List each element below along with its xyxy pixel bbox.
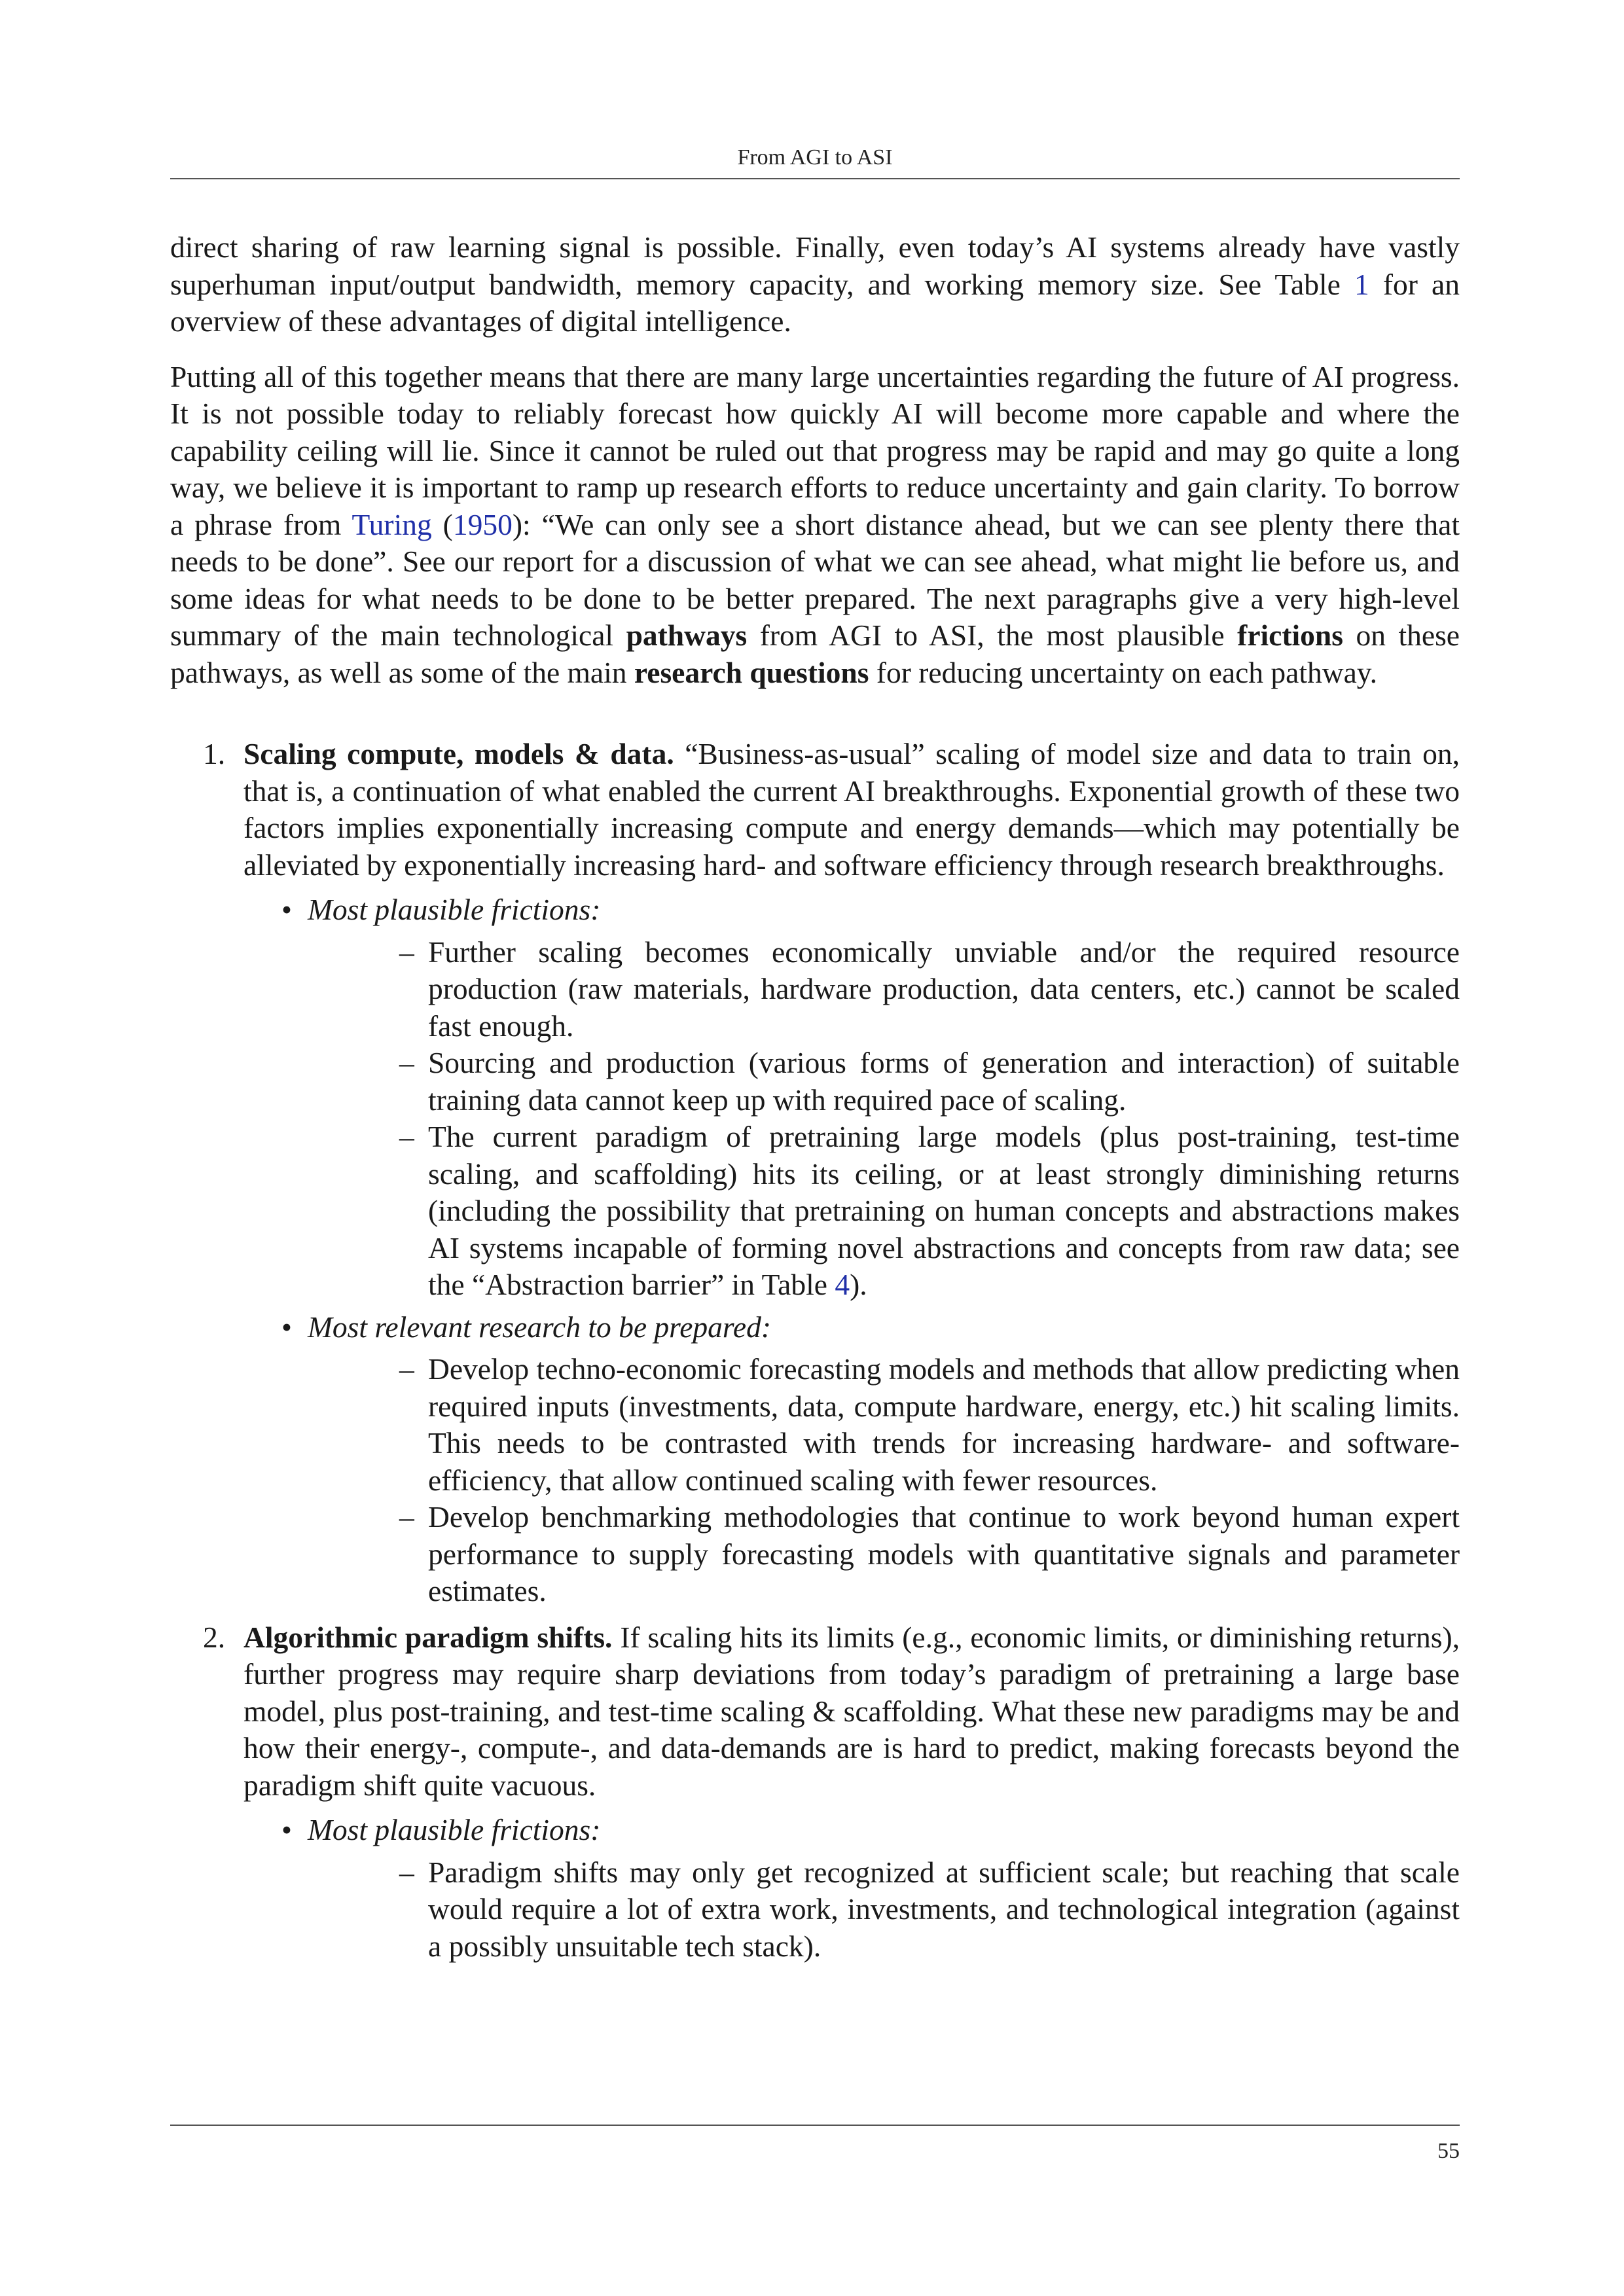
- paragraph-2-text-e: for reducing uncertainty on each pathway.: [869, 655, 1377, 689]
- paragraph-2-text-d: on these pathways, as well as some of the main: [170, 619, 1460, 689]
- citation-author-link[interactable]: Turing: [352, 507, 432, 541]
- item-text: If scaling hits its limits (e.g., economic limits, or diminishing returns), further progress may require sharp deviations from today’s paradigm of pretraining a large base model, plus post-training, and test-time scaling & scaffolding. What these new paradigms may be and how their energy-, compute-, and data-demands are is hard to predict, making forecasts beyond the paradigm shift quite vacuous.: [244, 1620, 1460, 1802]
- dash-icon: –: [399, 1120, 414, 1153]
- bullet-icon: •: [281, 1310, 292, 1344]
- frictions-list: [308, 934, 1460, 1304]
- bold-frictions: frictions: [1237, 619, 1343, 652]
- list-item: [170, 1619, 1460, 1965]
- paragraph-1-text: direct sharing of raw learning signal is possible. Finally, even today’s AI systems already have vastly superhuman input/output bandwidth, memory capacity, and working memory size. See Table: [170, 230, 1460, 301]
- dash-icon: –: [399, 1500, 414, 1534]
- paragraph-1: [170, 229, 1460, 340]
- paragraph-2-text-b: ): “We can only see a short distance ahead, but we can see plenty there that needs to be done”. See our report for a discussion of what we can see ahead, what might lie before us, and some ideas for what needs to be done to be better prepared. The next paragraphs give a very high-level summary of the main technological: [170, 507, 1460, 652]
- dash-icon: –: [399, 1855, 414, 1889]
- item-title: Algorithmic paradigm shifts.: [244, 1620, 613, 1654]
- bold-pathways: pathways: [626, 619, 748, 652]
- bold-research-questions: research questions: [634, 655, 869, 689]
- sublist: [244, 1812, 1460, 1965]
- research-list: [308, 1351, 1460, 1610]
- list-item: – Sourcing and production (various forms of generation and interaction) of suitable training data cannot keep up with required pace of scaling.: [399, 1046, 1460, 1117]
- bullet-icon: •: [281, 893, 292, 926]
- page-number: 55: [1437, 2139, 1460, 2163]
- list-item: – Paradigm shifts may only get recognized at sufficient scale; but reaching that scale would require a lot of extra work, investments, and technological integration (against a possibly unsuitable tech stack).: [399, 1855, 1460, 1963]
- pathway-list: [170, 736, 1460, 1965]
- item-number: 1.: [203, 737, 226, 770]
- list-item: – Develop techno-economic forecasting models and methods that allow predicting when required inputs (investments, data, compute hardware, energy, etc.) hit scaling limits. This needs to be contrasted with trends for increasing hardware- and software-efficiency, that allow continued scaling with fewer resources.: [399, 1352, 1460, 1497]
- frictions-block: [170, 891, 1460, 1304]
- list-item: – The current paradigm of pretraining large models (plus post-training, test-time scaling, and scaffolding) hits its ceiling, or at least strongly diminishing returns (including the possibility that pretraining on human concepts and abstractions makes AI systems incapable of forming novel abstractions and concepts from raw data; see the “Abstraction barrier” in Table 4).: [399, 1120, 1460, 1301]
- frictions-block: [170, 1812, 1460, 1965]
- header-rule: [170, 178, 1460, 179]
- research-block: [170, 1309, 1460, 1610]
- paragraph-2-text-c: from AGI to ASI, the most plausible: [747, 619, 1238, 652]
- table-ref-link[interactable]: 1: [1354, 267, 1369, 301]
- dash-icon: –: [399, 1046, 414, 1079]
- sublist: [244, 891, 1460, 1610]
- citation-year-link[interactable]: 1950: [452, 507, 513, 541]
- list-item: – Develop benchmarking methodologies that continue to work beyond human expert performance to supply forecasting models with quantitative signals and parameter estimates.: [399, 1500, 1460, 1607]
- item-title: Scaling compute, models & data.: [244, 737, 674, 770]
- item-text: “Business-as-usual” scaling of model size and data to train on, that is, a continuation of what enabled the current AI breakthroughs. Exponential growth of these two factors implies exponentially increasing compute and energy demands—which may potentially be alleviated by exponentially increasing hard- and software efficiency through research breakthroughs.: [244, 737, 1460, 882]
- paragraph-2: [170, 359, 1460, 692]
- bullet-icon: •: [281, 1813, 292, 1846]
- frictions-label: Most plausible frictions:: [308, 893, 601, 926]
- list-item: – Further scaling becomes economically unviable and/or the required resource production (raw materials, hardware production, data centers, etc.) cannot be scaled fast enough.: [399, 935, 1460, 1043]
- dash-icon: –: [399, 935, 414, 969]
- list-item: [170, 736, 1460, 1610]
- item-number: 2.: [203, 1620, 226, 1654]
- frictions-list: [308, 1854, 1460, 1965]
- page: [170, 0, 1460, 2296]
- running-header: From AGI to ASI: [737, 145, 893, 170]
- main-text: [170, 229, 1460, 1965]
- dash-icon: –: [399, 1352, 414, 1386]
- citation-paren: (: [431, 507, 453, 541]
- paragraph-1-end: for an overview of these advantages of digital intelligence.: [170, 267, 1460, 338]
- frictions-label: Most plausible frictions:: [308, 1813, 601, 1846]
- paragraph-2-text-a: Putting all of this together means that there are many large uncertainties regarding the future of AI progress. It is not possible today to reliably forecast how quickly AI will become more capable and where the capability ceiling will lie. Since it cannot be ruled out that progress may be rapid and may go quite a long way, we believe it is important to ramp up research efforts to reduce uncertainty and gain clarity. To borrow a phrase from: [170, 359, 1460, 541]
- table-ref-link[interactable]: 4: [835, 1268, 850, 1301]
- footer-rule: [170, 2125, 1460, 2126]
- research-label: Most relevant research to be prepared:: [308, 1310, 772, 1344]
